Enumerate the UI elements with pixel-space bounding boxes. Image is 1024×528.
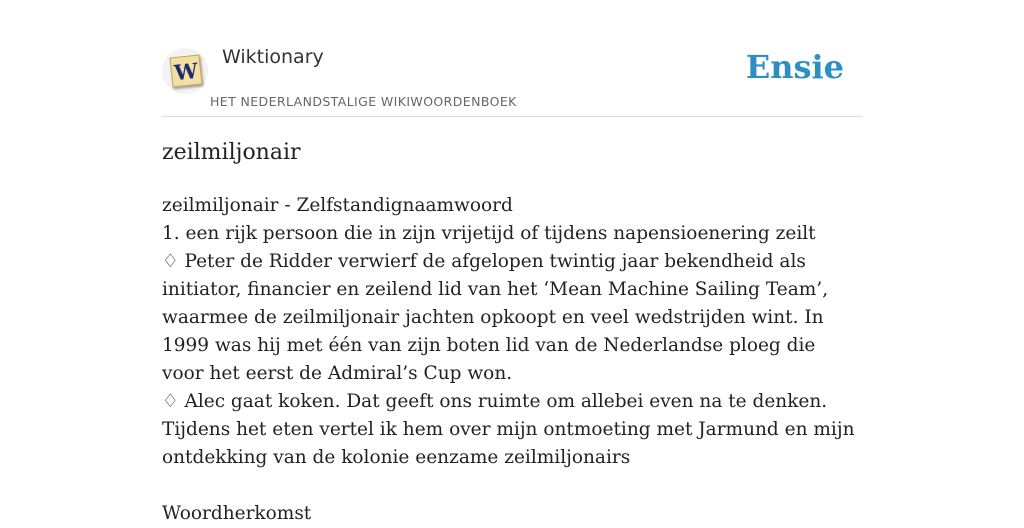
site-header [162, 0, 862, 117]
site-name[interactable]: Wiktionary [222, 46, 324, 68]
section-heading-etymology: Woordherkomst [162, 503, 312, 524]
wiktionary-logo-icon[interactable] [162, 48, 208, 94]
example-sentence: ♢ Alec gaat koken. Dat geeft ons ruimte om allebei even na te denken. Tijdens het eten vertel ik hem over mijn ontmoeting met Jarmund en mijn ontdekking van de kolonie eenzame zeilmiljonairs [162, 391, 855, 468]
page [162, 0, 862, 524]
headword-line: zeilmiljonair - Zelfstandignaamwoord [162, 195, 513, 216]
definition: 1. een rijk persoon die in zijn vrijetijd of tijdens napensioenering zeilt [162, 223, 816, 244]
logo-letter: W [172, 57, 200, 85]
spacer [162, 472, 862, 500]
ensie-brand-link[interactable]: Ensie [745, 48, 844, 86]
logo-tile [170, 55, 203, 88]
entry-content [162, 192, 862, 528]
site-tagline: HET NEDERLANDSTALIGE WIKIWOORDENBOEK [210, 94, 517, 109]
page-title: zeilmiljonair [162, 140, 301, 165]
example-sentence: ♢ Peter de Ridder verwierf de afgelopen twintig jaar bekendheid als initiator, financier en zeilend lid van het ‘Mean Machine Sailing Team’, waarmee de zeilmiljonair jachten opkoopt en veel wedstrijden wint. In 1999 was hij met één van zijn boten lid van de Nederlandse ploeg die voor het eerst de Admiral’s Cup won. [162, 251, 829, 384]
